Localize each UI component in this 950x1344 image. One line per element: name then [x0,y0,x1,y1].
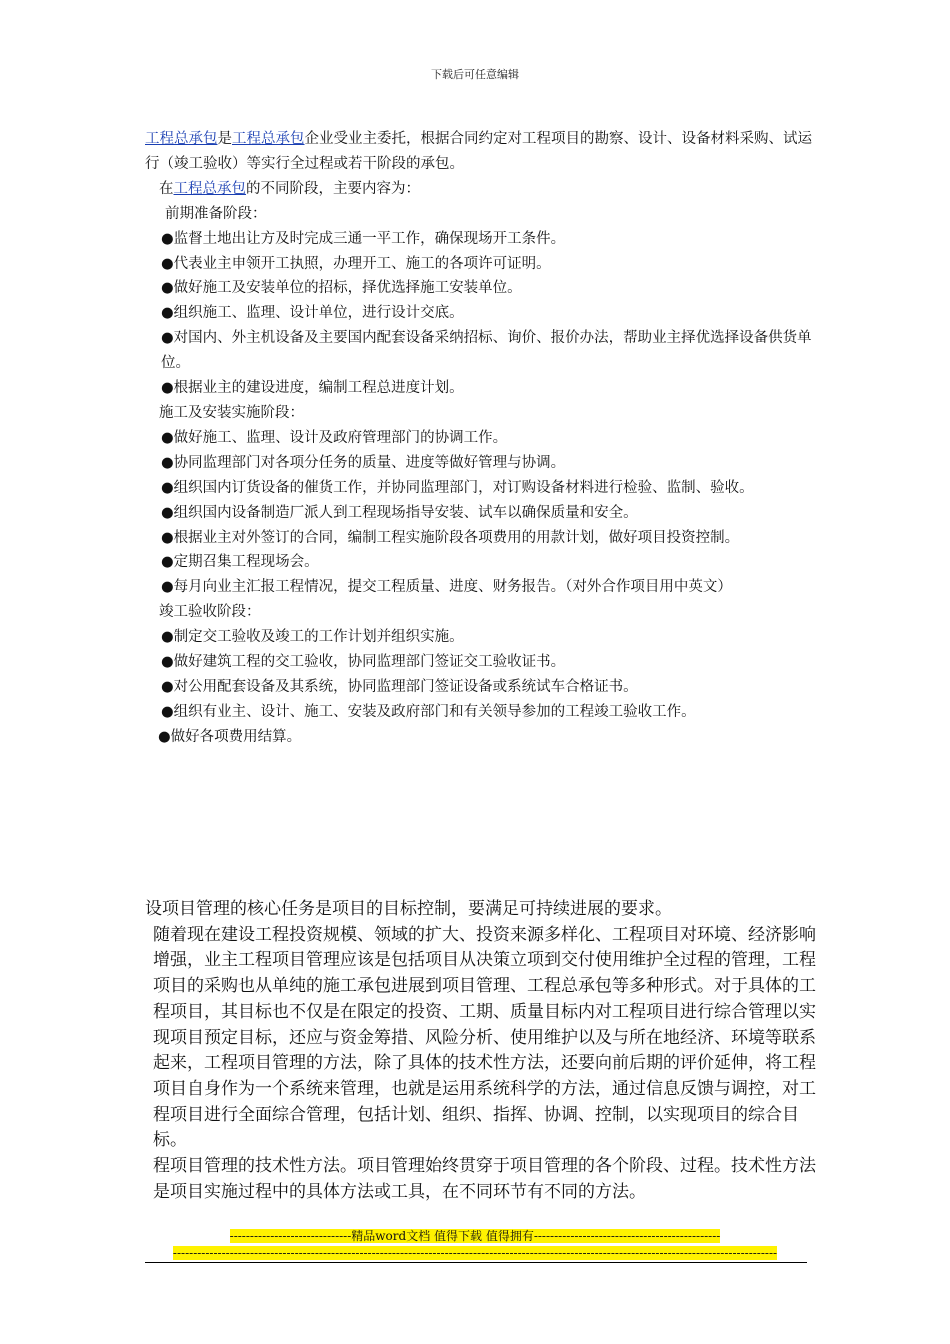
phase-heading-prep: 前期准备阶段： [165,205,267,222]
list-item: ●做好施工及安装单位的招标，择优选择施工安装单位。 [161,280,522,297]
link-epc-2[interactable]: 工程总承包 [232,131,305,147]
list-item: ●根据业主对外签订的合同，编制工程实施阶段各项费用的用款计划，做好项目投资控制。 [161,529,740,546]
link-epc-3[interactable]: 工程总承包 [173,180,246,197]
phase-heading-completion: 竣工验收阶段： [159,604,261,621]
list-item: ●定期召集工程现场会。 [161,554,319,571]
footer-line-2 [0,1245,950,1262]
paragraph-development: 随着现在建设工程投资规模、领域的扩大、投资来源多样化、工程项目对环境、经济影响增强，业主工程项目管理应该是包括项目从决策立项到交付使用维护全过程的管理，工程项目的采购也从单纯的施工承包进展到项目管理、工程总承包等多种形式。对于具体的工程项目，其目标也不仅是在限定的投资、工期、质量目标内对工程项目进行综合管理以实现项目预定目标，还应与资金筹措、风险分析、使用维护以及与所在地经济、环境等联系起来，工程项目管理的方法，除了具体的技术性方法，还要向前后期的评价延伸，将工程项目自身作为一个系统来管理，也就是运用系统科学的方法，通过信息反馈与调控，对工程项目进行全面综合管理，包括计划、组织、指挥、协调、控制，以实现项目的综合目标。 [153,924,816,1151]
footer-divider [145,1262,807,1263]
paragraph-core-task: 设项目管理的核心任务是项目的目标控制，要满足可持续进展的要求。 [145,899,672,919]
list-item: ●做好施工、监理、设计及政府管理部门的协调工作。 [161,429,508,446]
phases-intro: 在工程总承包的不同阶段，主要内容为： [159,180,420,197]
list-item: ●对国内、外主机设备及主要国内配套设备采纳招标、询价、报价办法，帮助业主择优选择设备供货单位。 [161,330,812,372]
list-item: ●根据业主的建设进度，编制工程总进度计划。 [161,380,464,397]
project-management-section [145,897,825,1205]
page-header: 下载后可任意编辑 [431,68,519,81]
footer-line-1 [0,1228,950,1245]
list-item: ●代表业主申领开工执照，办理开工、施工的各项许可证明。 [161,255,551,272]
list-item: ●每月向业主汇报工程情况，提交工程质量、进度、财务报告。（对外合作项目用中英文） [161,579,732,596]
list-item: ●做好建筑工程的交工验收，协同监理部门签证交工验收证书。 [161,654,566,671]
project-contracting-section [145,127,815,750]
list-item: ●对公用配套设备及其系统，协同监理部门签证设备或系统试车合格证书。 [161,678,638,695]
page-footer [0,1228,950,1262]
link-epc-1[interactable]: 工程总承包 [145,131,218,147]
list-item: ●组织国内设备制造厂派人到工程现场指导安装、试车以确保质量和安全。 [161,504,638,521]
paragraph-technical-methods: 程项目管理的技术性方法。项目管理始终贯穿于项目管理的各个阶段、过程。技术性方法是项目实施过程中的具体方法或工具，在不同环节有不同的方法。 [153,1156,816,1202]
list-item: ●组织有业主、设计、施工、安装及政府部门和有关领导参加的工程竣工验收工作。 [161,703,696,720]
intro-paragraph: 工程总承包是工程总承包企业受业主委托，根据合同约定对工程项目的勘察、设计、设备材料采购、试运行（竣工验收）等实行全过程或若干阶段的承包。 [145,131,812,172]
footer-dashes: ----------------------------------------------------------------------------------------------------------------------------------------------------- [172,1246,778,1260]
list-item: ●做好各项费用结算。 [158,728,302,745]
list-item: ●组织施工、监理、设计单位，进行设计交底。 [161,305,464,322]
list-item: ●制定交工验收及竣工的工作计划并组织实施。 [161,629,464,646]
footer-banner: ------------------------------精品word文档 值得下载 值得拥有---------------------------------------------- [229,1229,721,1243]
list-item: ●监督土地出让方及时完成三通一平工作，确保现场开工条件。 [161,230,566,247]
list-item: ●组织国内订货设备的催货工作，并协同监理部门，对订购设备材料进行检验、监制、验收。 [161,479,754,496]
list-item: ●协同监理部门对各项分任务的质量、进度等做好管理与协调。 [161,454,566,471]
phase-heading-construction: 施工及安装实施阶段： [159,404,304,421]
